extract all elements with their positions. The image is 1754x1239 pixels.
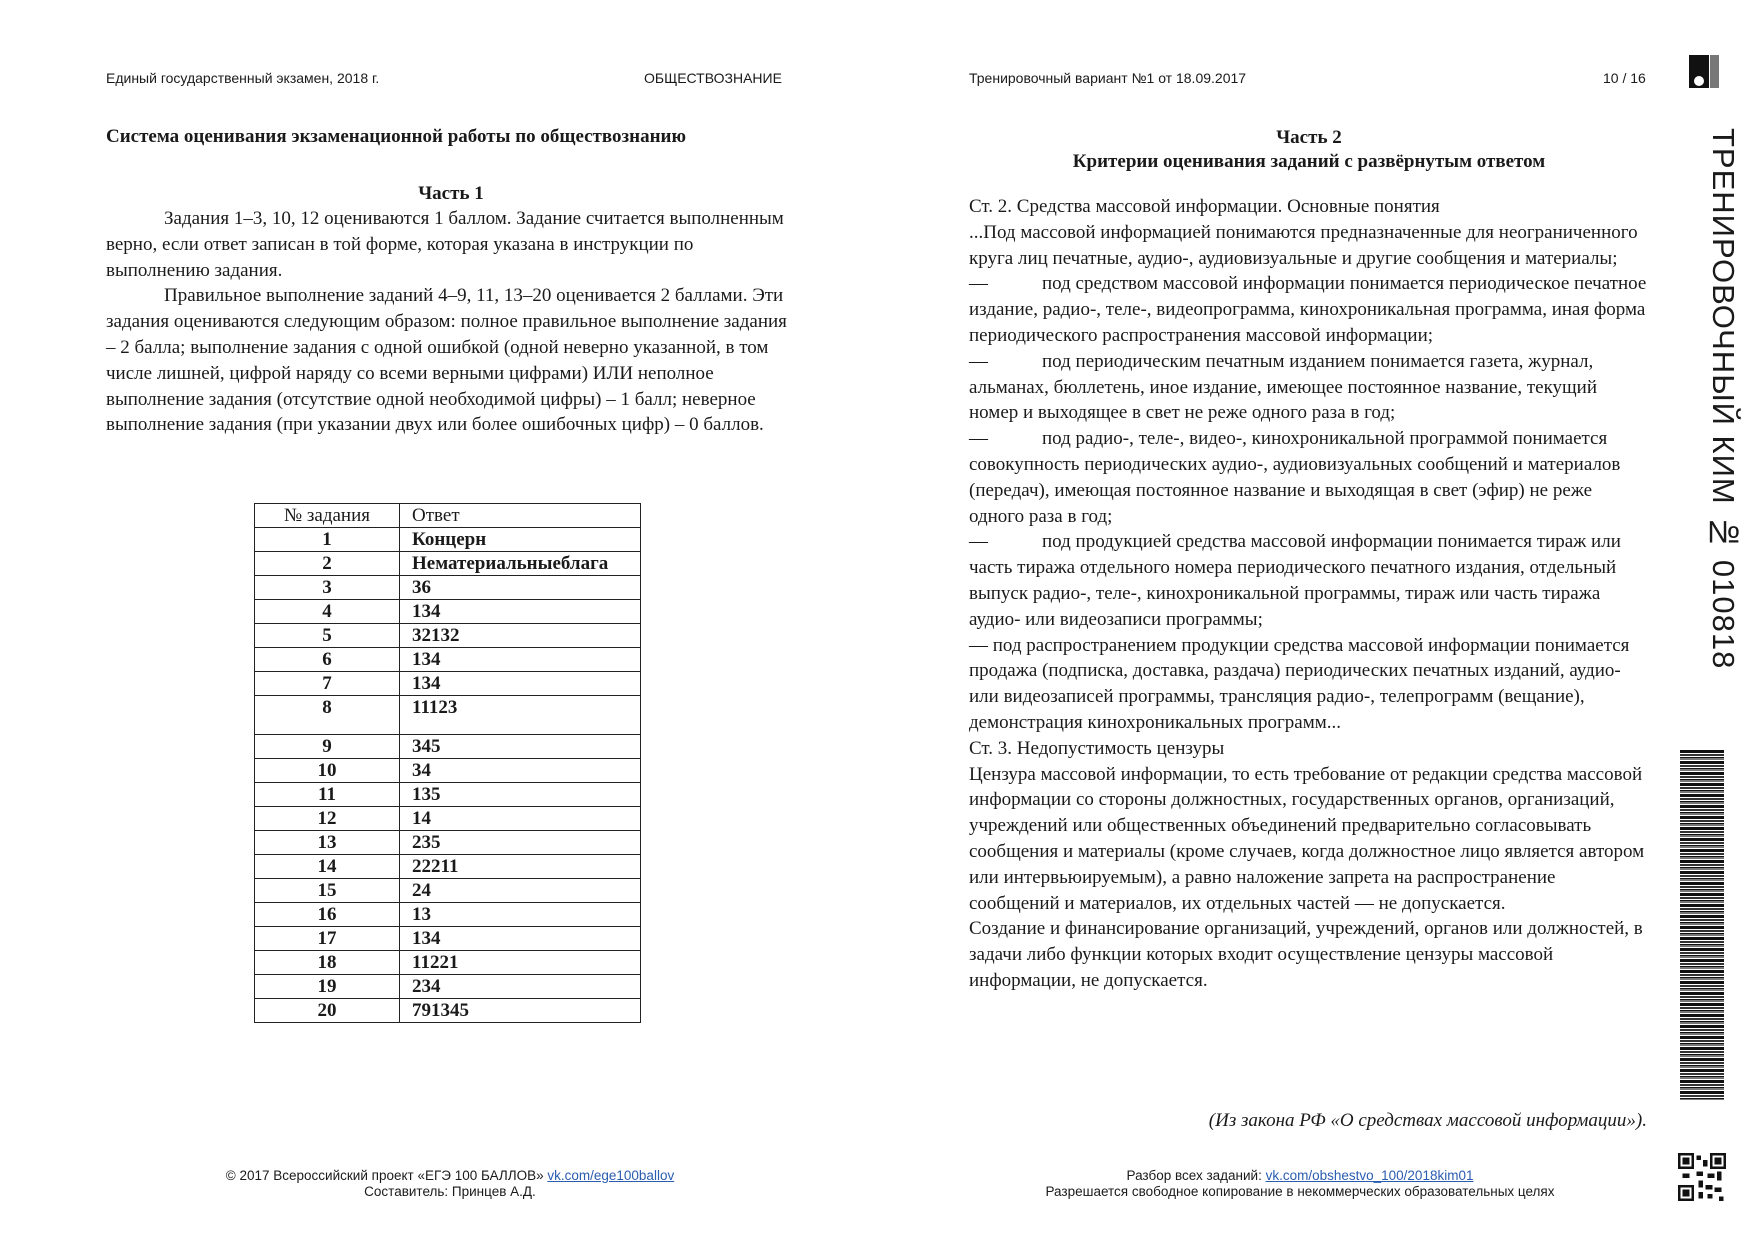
task-number-cell: 6: [255, 648, 400, 672]
answer-cell: 134: [400, 927, 641, 951]
table-row: [255, 735, 641, 759]
page-number: 10 / 16: [1603, 70, 1646, 86]
part2-subtitle: Критерии оценивания заданий с развёрнутым ответом: [1072, 151, 1546, 172]
article3-paragraph-2: Создание и финансирование организаций, учреждений, органов или должностей, в задачи либо функции которых входит осуществление цензуры массовой информации, не допускается.: [969, 918, 1643, 991]
task-number-cell: 9: [255, 735, 400, 759]
task-number-cell: 3: [255, 576, 400, 600]
table-row: [255, 552, 641, 576]
header-exam-title: Единый государственный экзамен, 2018 г.: [106, 70, 380, 86]
column-header-task: № задания: [255, 504, 400, 528]
answer-cell: 22211: [400, 855, 641, 879]
page-title: Система оценивания экзаменационной работы по обществознанию: [106, 126, 687, 147]
answer-cell: 345: [400, 735, 641, 759]
article3-title: Ст. 3. Недопустимость цензуры: [969, 737, 1225, 759]
task-number-cell: 20: [255, 999, 400, 1023]
solutions-label: Разбор всех заданий:: [1126, 1168, 1262, 1183]
logo-icon: [1689, 55, 1719, 88]
definition-item-2: — под периодическим печатным изданием понимается газета, журнал, альманах, бюллетень, иное издание, имеющее постоянное название, текущий номер и выходящее в свет не реже одного раза в год;: [969, 350, 1597, 424]
article2-intro: ...Под массовой информацией понимаются предназначенные для неограниченного круга лиц печатные, аудио-, аудиовизуальные и другие сообщения и материалы;: [969, 221, 1638, 269]
answer-cell: 32132: [400, 624, 641, 648]
dash-bullet: —: [969, 350, 988, 372]
column-header-answer: Ответ: [400, 504, 641, 528]
task-number-cell: 8: [255, 696, 400, 735]
answer-cell: 14: [400, 807, 641, 831]
table-row: [255, 927, 641, 951]
task-number-cell: 14: [255, 855, 400, 879]
answer-cell: 135: [400, 783, 641, 807]
answer-cell: 13: [400, 903, 641, 927]
table-row: [255, 903, 641, 927]
task-number-cell: 17: [255, 927, 400, 951]
definition-item-3: — под радио-, теле-, видео-, кинохроникальной программой понимается совокупность периодических аудио-, аудиовизуальных сообщений и материалов (передач), имеющая постоянное название и выходящая в свет (эфир) не реже одного раза в год;: [969, 428, 1621, 527]
table-header-row: [255, 504, 641, 528]
barcode-icon: [1680, 750, 1724, 1100]
solutions-link[interactable]: vk.com/obshestvo_100/2018kim01: [1265, 1168, 1474, 1183]
part1-title: Часть 1: [418, 183, 484, 204]
dash-bullet: —: [969, 273, 988, 295]
task-number-cell: 2: [255, 552, 400, 576]
copyright-text: © 2017 Всероссийский проект «ЕГЭ 100 БАЛЛОВ»: [225, 1168, 544, 1183]
table-row: [255, 831, 641, 855]
article3-paragraph-1: Цензура массовой информации, то есть требование от редакции средства массовой информации со стороны должностных, государственных органов, организаций, учреждений или общественных объединений предварительно согласовывать сообщения и материалы (кроме случаев, когда должностное лицо является автором или интервьюируемым), а равно наложение запрета на распространение сообщений и материалов, их отдельных частей — не допускается.: [969, 763, 1645, 914]
table-row: [255, 879, 641, 903]
task-number-cell: 13: [255, 831, 400, 855]
right-column: [969, 126, 1649, 994]
answer-cell: 11123: [400, 696, 641, 735]
qr-code-icon: [1678, 1153, 1726, 1201]
answer-cell: 24: [400, 879, 641, 903]
task-number-cell: 15: [255, 879, 400, 903]
article2-title: Ст. 2. Средства массовой информации. Основные понятия: [969, 196, 1440, 217]
table-row: [255, 951, 641, 975]
task-number-cell: 16: [255, 903, 400, 927]
task-number-cell: 12: [255, 807, 400, 831]
source-citation: (Из закона РФ «О средствах массовой информации»).: [1208, 1110, 1647, 1131]
answer-cell: 34: [400, 759, 641, 783]
dash-bullet: —: [969, 531, 988, 553]
header-subject: ОБЩЕСТВОЗНАНИЕ: [644, 70, 782, 86]
header-variant: Тренировочный вариант №1 от 18.09.2017: [969, 70, 1247, 86]
answer-cell: 134: [400, 672, 641, 696]
table-row: [255, 672, 641, 696]
author-text: Составитель: Принцев А.Д.: [364, 1184, 536, 1199]
definition-item-4: — под продукцией средства массовой информации понимается тираж или часть тиража отдельного номера периодического печатного издания, отдельный выпуск радио-, теле-, кинохроникальной программы, тираж или часть тиража аудио- или видеозаписи программы;: [969, 531, 1621, 630]
task-number-cell: 7: [255, 672, 400, 696]
table-row: [255, 759, 641, 783]
answer-cell: Концерн: [400, 528, 641, 552]
table-row: [255, 696, 641, 735]
answer-cell: 36: [400, 576, 641, 600]
answers-table: [254, 503, 641, 1023]
footer-right: [1000, 1168, 1600, 1200]
part1-paragraph-1: Задания 1–3, 10, 12 оцениваются 1 баллом. Задание считается выполненным верно, если ответ записан в той форме, которая указана в инструкции по выполнению задания.: [106, 208, 784, 281]
answer-cell: 234: [400, 975, 641, 999]
copy-permission-text: Разрешается свободное копирование в некоммерческих образовательных целях: [1045, 1184, 1555, 1199]
table-row: [255, 648, 641, 672]
table-row: [255, 999, 641, 1023]
table-row: [255, 975, 641, 999]
dash-bullet: —: [969, 428, 988, 450]
answer-cell: 791345: [400, 999, 641, 1023]
definition-item-1: — под средством массовой информации понимается периодическое печатное издание, радио-, теле-, видеопрограмма, кинохроникальная программа, иная форма периодического распространения массовой информации;: [969, 273, 1647, 346]
table-row: [255, 600, 641, 624]
answer-cell: 235: [400, 831, 641, 855]
part2-title: Часть 2: [1276, 127, 1342, 148]
answer-cell: Нематериальныеблага: [400, 552, 641, 576]
task-number-cell: 1: [255, 528, 400, 552]
table-row: [255, 576, 641, 600]
vertical-kim-label: ТРЕНИРОВОЧНЫЙ КИМ № 010818: [1706, 128, 1741, 670]
left-column: [106, 126, 796, 438]
task-number-cell: 18: [255, 951, 400, 975]
table-row: [255, 855, 641, 879]
definition-item-5: — под распространением продукции средства массовой информации понимается продажа (подписка, доставка, раздача) периодических печатных изданий, аудио- или видеозаписей программы, трансляция радио-, телепрограмм (вещание), демонстрация кинохроникальных программ...: [969, 634, 1630, 733]
answer-cell: 134: [400, 648, 641, 672]
task-number-cell: 11: [255, 783, 400, 807]
footer-left: [180, 1168, 720, 1200]
table-row: [255, 528, 641, 552]
task-number-cell: 4: [255, 600, 400, 624]
table-row: [255, 783, 641, 807]
task-number-cell: 10: [255, 759, 400, 783]
table-row: [255, 807, 641, 831]
answer-cell: 134: [400, 600, 641, 624]
table-row: [255, 624, 641, 648]
vk-project-link[interactable]: vk.com/ege100ballov: [547, 1168, 675, 1183]
task-number-cell: 5: [255, 624, 400, 648]
part1-paragraph-2: Правильное выполнение заданий 4–9, 11, 13–20 оценивается 2 баллами. Эти задания оцениваются следующим образом: полное правильное выполнение задания – 2 балла; выполнение задания с одной ошибкой (одной неверно указанной, в том числе лишней, цифрой наряду со всеми верными цифрами) ИЛИ неполное выполнение задания (отсутствие одной необходимой цифры) – 1 балл; неверное выполнение задания (при указании двух или более ошибочных цифр) – 0 баллов.: [106, 285, 787, 436]
task-number-cell: 19: [255, 975, 400, 999]
answer-cell: 11221: [400, 951, 641, 975]
